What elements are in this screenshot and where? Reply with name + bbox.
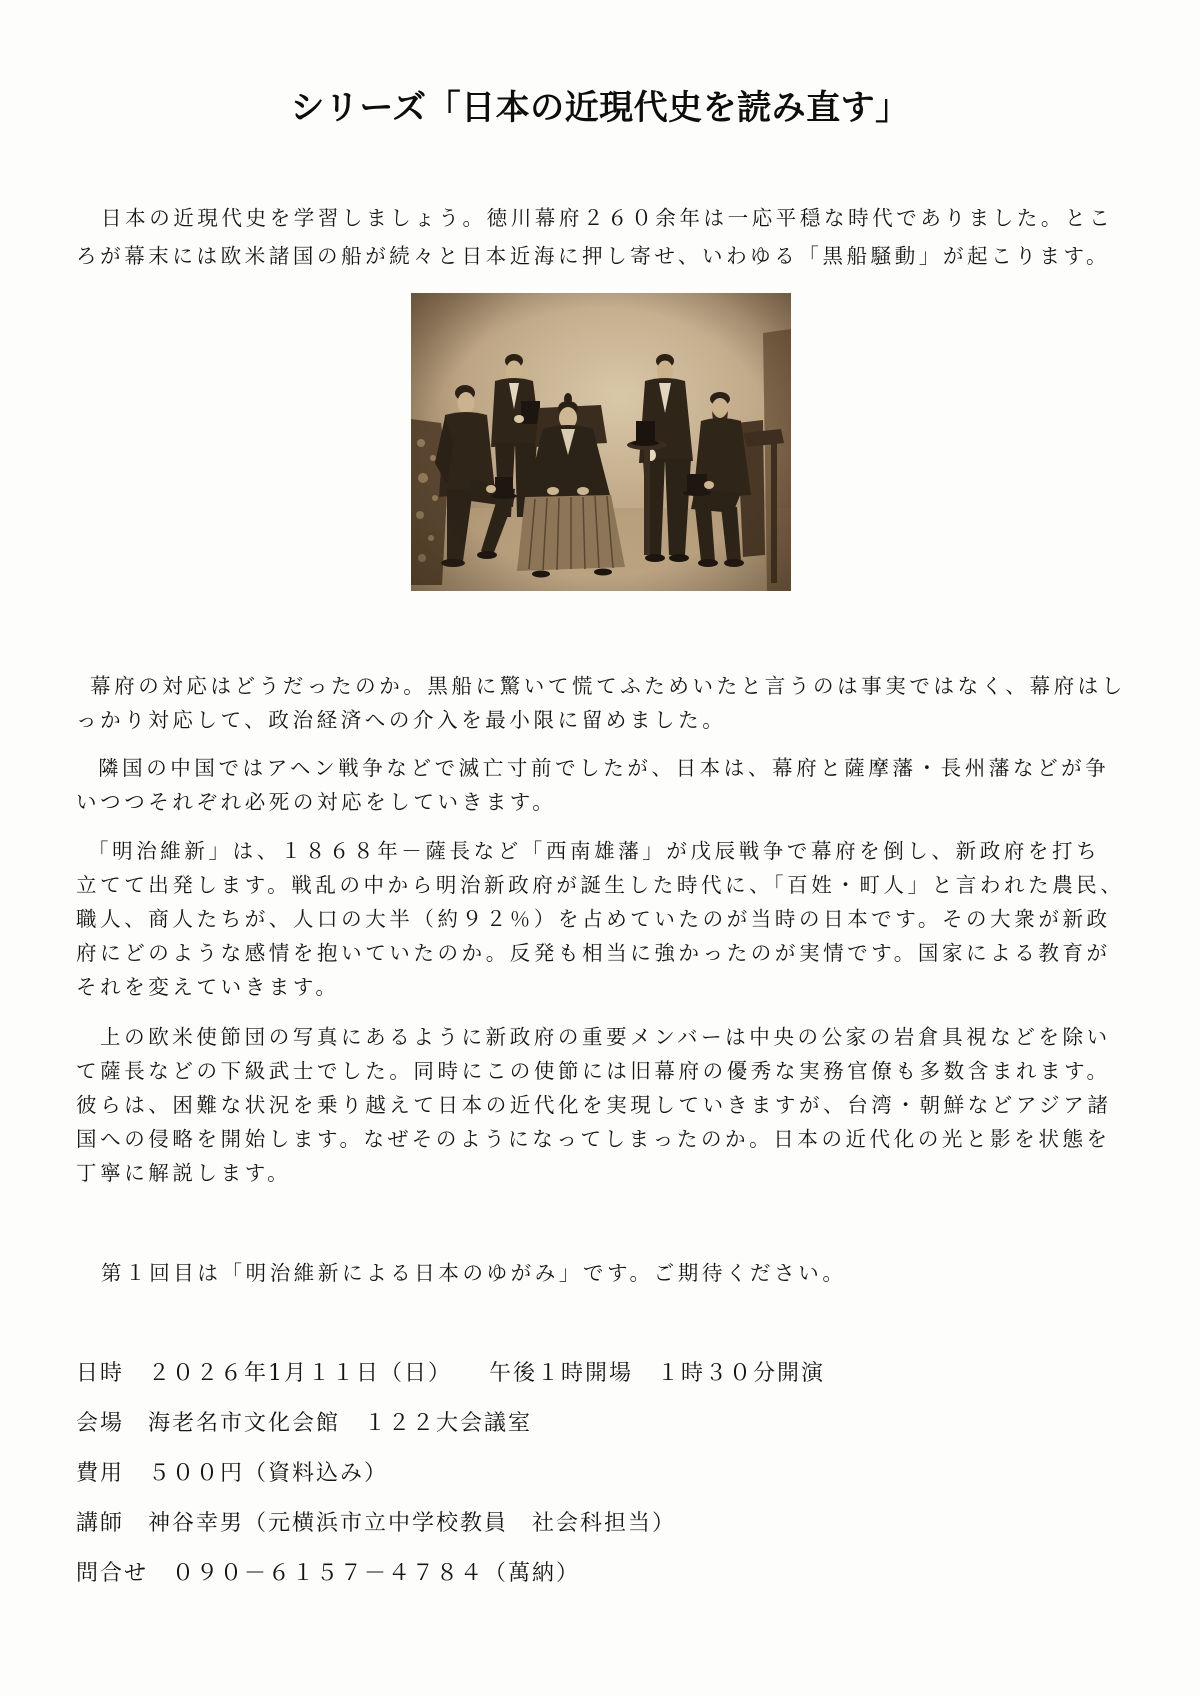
- paragraph-line: いつつそれぞれ必死の対応をしていきます。: [76, 790, 557, 814]
- detail-row-fee: [76, 1449, 825, 1499]
- paragraph: [76, 751, 1109, 819]
- detail-row-datetime: [76, 1349, 825, 1399]
- paragraph-line: 隣国の中国ではアヘン戦争などで滅亡寸前でしたが、日本は、幕府と薩摩藩・長州藩などが争: [98, 756, 1110, 780]
- paragraph-line: 上の欧米使節団の写真にあるように新政府の重要メンバーは中央の公家の岩倉具視などを除い: [100, 1025, 1111, 1049]
- event-details: [76, 1349, 825, 1599]
- paragraph: [76, 1020, 1111, 1190]
- paragraph-line: 日本の近現代史を学習しましょう。徳川幕府２６０余年は一応平穏な時代でありました。とこ: [101, 206, 1114, 230]
- announcement-text: 第１回目は「明治維新による日本のゆがみ」です。ご期待ください。: [101, 1261, 847, 1285]
- detail-label: 問合せ: [76, 1561, 149, 1586]
- paragraph-line: 丁寧に解説します。: [76, 1161, 292, 1185]
- paragraph-line: っかり対応して、政治経済への介入を最小限に留めました。: [76, 708, 727, 732]
- paragraph-line: て薩長などの下級武士でした。同時にこの使節には旧幕府の優秀な実務官僚も多数含まれます。: [76, 1059, 1111, 1083]
- announcement: [76, 1256, 846, 1290]
- paragraph-line: 職人、商人たちが、人口の大半（約９２％）を占めていたのが当時の日本です。その大衆が新政: [76, 907, 1111, 931]
- group-portrait-photo: [411, 293, 791, 591]
- paragraph-line: 府にどのような感情を抱いていたのか。反発も相当に強かったのが実情です。国家による教育が: [76, 941, 1111, 965]
- paragraph: [76, 834, 1125, 1004]
- detail-label: 日時: [76, 1361, 125, 1386]
- paragraph-line: 「明治維新」は、１８６８年－薩長など「西南雄藩」が戊辰戦争で幕府を倒し、新政府を打ち: [88, 839, 1101, 863]
- detail-value: 神谷幸男（元横浜市立中学校教員 社会科担当）: [148, 1511, 677, 1536]
- intro-paragraph: [76, 199, 1113, 275]
- paragraph-line: それを変えていきます。: [76, 975, 340, 999]
- detail-row-lecturer: [76, 1499, 825, 1549]
- paragraph-line: 立てて出発します。戦乱の中から明治新政府が誕生した時代に、「百姓・町人」と言われた農民、: [76, 873, 1125, 897]
- paragraph: [76, 669, 1126, 737]
- paragraph-line: ろが幕末には欧米諸国の船が続々と日本近海に押し寄せ、いわゆる「黒船騒動」が起こります。: [76, 244, 1111, 268]
- page-title: シリーズ「日本の近現代史を読み直す」: [290, 88, 910, 128]
- detail-label: 費用: [76, 1461, 125, 1486]
- paragraph-line: 国への侵略を開始します。なぜそのようになってしまったのか。日本の近代化の光と影を状態を: [76, 1127, 1111, 1151]
- detail-label: 講師: [76, 1511, 125, 1536]
- detail-label: 会場: [76, 1411, 125, 1436]
- detail-value: ５００円（資料込み）: [148, 1461, 389, 1486]
- detail-row-contact: [76, 1549, 825, 1599]
- detail-value: ０９０－６１５７－４７８４（萬納）: [172, 1561, 581, 1586]
- paragraph-line: 幕府の対応はどうだったのか。黒船に驚いて慌てふためいたと言うのは事実ではなく、幕府はし: [90, 674, 1126, 698]
- detail-value: 海老名市文化会館 １２２大会議室: [148, 1411, 533, 1436]
- detail-row-venue: [76, 1399, 825, 1449]
- paragraph-line: 彼らは、困難な状況を乗り越えて日本の近代化を実現していきますが、台湾・朝鮮などアジア諸: [76, 1093, 1112, 1117]
- detail-value: ２０２６年1月１１日（日） 午後１時開場 １時３０分開演: [148, 1361, 826, 1386]
